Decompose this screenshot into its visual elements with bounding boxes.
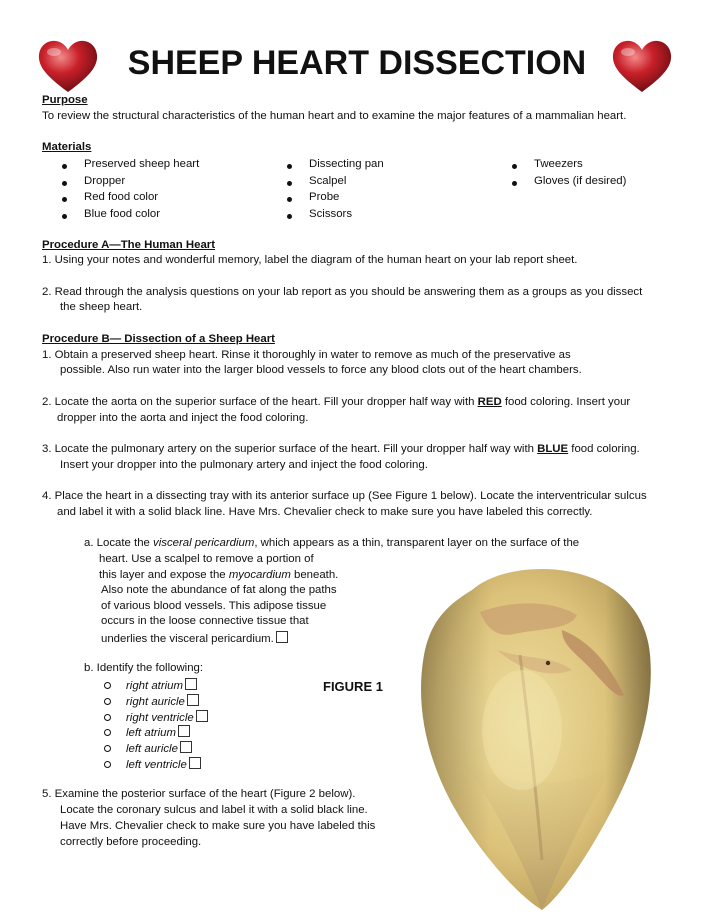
procedure-b-step-4-cont: and label it with a solid black line. Have Mrs. Chevalier check to make sure you have labeled this correctly. [57, 506, 593, 518]
step-4a-line-4: Also note the abundance of fat along the paths [101, 584, 337, 596]
checkbox[interactable] [276, 631, 288, 643]
page-title: SHEEP HEART DISSECTION [127, 44, 587, 82]
step-4a-line-3: this layer and expose the myocardium beneath. [99, 569, 339, 581]
sheep-heart-photo [402, 560, 664, 912]
checkbox[interactable] [185, 678, 197, 690]
materials-heading: Materials [42, 141, 92, 153]
procedure-b-step-5-line-3: Have Mrs. Chevalier check to make sure you have labeled this [60, 820, 376, 832]
checkbox[interactable] [187, 694, 199, 706]
procedure-b-step-1: 1. Obtain a preserved sheep heart. Rinse it thoroughly in water to remove as much of the preservative as [42, 349, 571, 361]
procedure-b-heading: Procedure B— Dissection of a Sheep Heart [42, 333, 275, 345]
step-4a-line-6: occurs in the loose connective tissue that [101, 615, 309, 627]
step-4b-heading: b. Identify the following: [84, 662, 204, 674]
procedure-b-step-1-cont: possible. Also run water into the larger blood vessels to force any blood clots out of the heart chambers. [60, 364, 582, 376]
procedure-a-step-2: 2. Read through the analysis questions on your lab report as you should be answering them as a groups as you dissect [42, 286, 643, 298]
purpose-text: To review the structural characteristics of the human heart and to examine the major features of a mammalian heart. [42, 110, 627, 122]
procedure-a-heading: Procedure A—The Human Heart [42, 239, 216, 251]
checkbox[interactable] [189, 757, 201, 769]
procedure-b-step-5-line-2: Locate the coronary sulcus and label it with a solid black line. [60, 804, 368, 816]
red-color-word: RED [477, 396, 502, 408]
procedure-b-step-5-line-4: correctly before proceeding. [60, 836, 202, 848]
checkbox[interactable] [180, 741, 192, 753]
checkbox[interactable] [196, 710, 208, 722]
step-4a-line-7: underlies the visceral pericardium. [101, 631, 288, 645]
procedure-a-step-1: 1. Using your notes and wonderful memory, label the diagram of the human heart on your lab report sheet. [42, 254, 578, 266]
step-4a-line-5: of various blood vessels. This adipose tissue [101, 600, 327, 612]
procedure-b-step-2: 2. Locate the aorta on the superior surface of the heart. Fill your dropper half way with RED food coloring. Insert your [42, 396, 631, 408]
purpose-heading: Purpose [42, 94, 88, 106]
blue-color-word: BLUE [537, 443, 569, 455]
procedure-b-step-5: 5. Examine the posterior surface of the heart (Figure 2 below). [42, 788, 356, 800]
step-4a-line-2: heart. Use a scalpel to remove a portion of [99, 553, 314, 565]
step-4a-line-1: a. Locate the visceral pericardium, which appears as a thin, transparent layer on the surface of the [84, 537, 580, 549]
procedure-b-step-4: 4. Place the heart in a dissecting tray with its anterior surface up (See Figure 1 below). Locate the interventricular sulcus [42, 490, 647, 502]
procedure-b-step-3: 3. Locate the pulmonary artery on the superior surface of the heart. Fill your dropper half way with BLUE food coloring. [42, 443, 640, 455]
checkbox[interactable] [178, 725, 190, 737]
procedure-b-step-2-cont: dropper into the aorta and inject the food coloring. [57, 412, 309, 424]
procedure-a-step-2-cont: the sheep heart. [60, 301, 143, 313]
figure-1-label: FIGURE 1 [323, 679, 383, 694]
procedure-b-step-3-cont: Insert your dropper into the pulmonary artery and inject the food coloring. [60, 459, 428, 471]
